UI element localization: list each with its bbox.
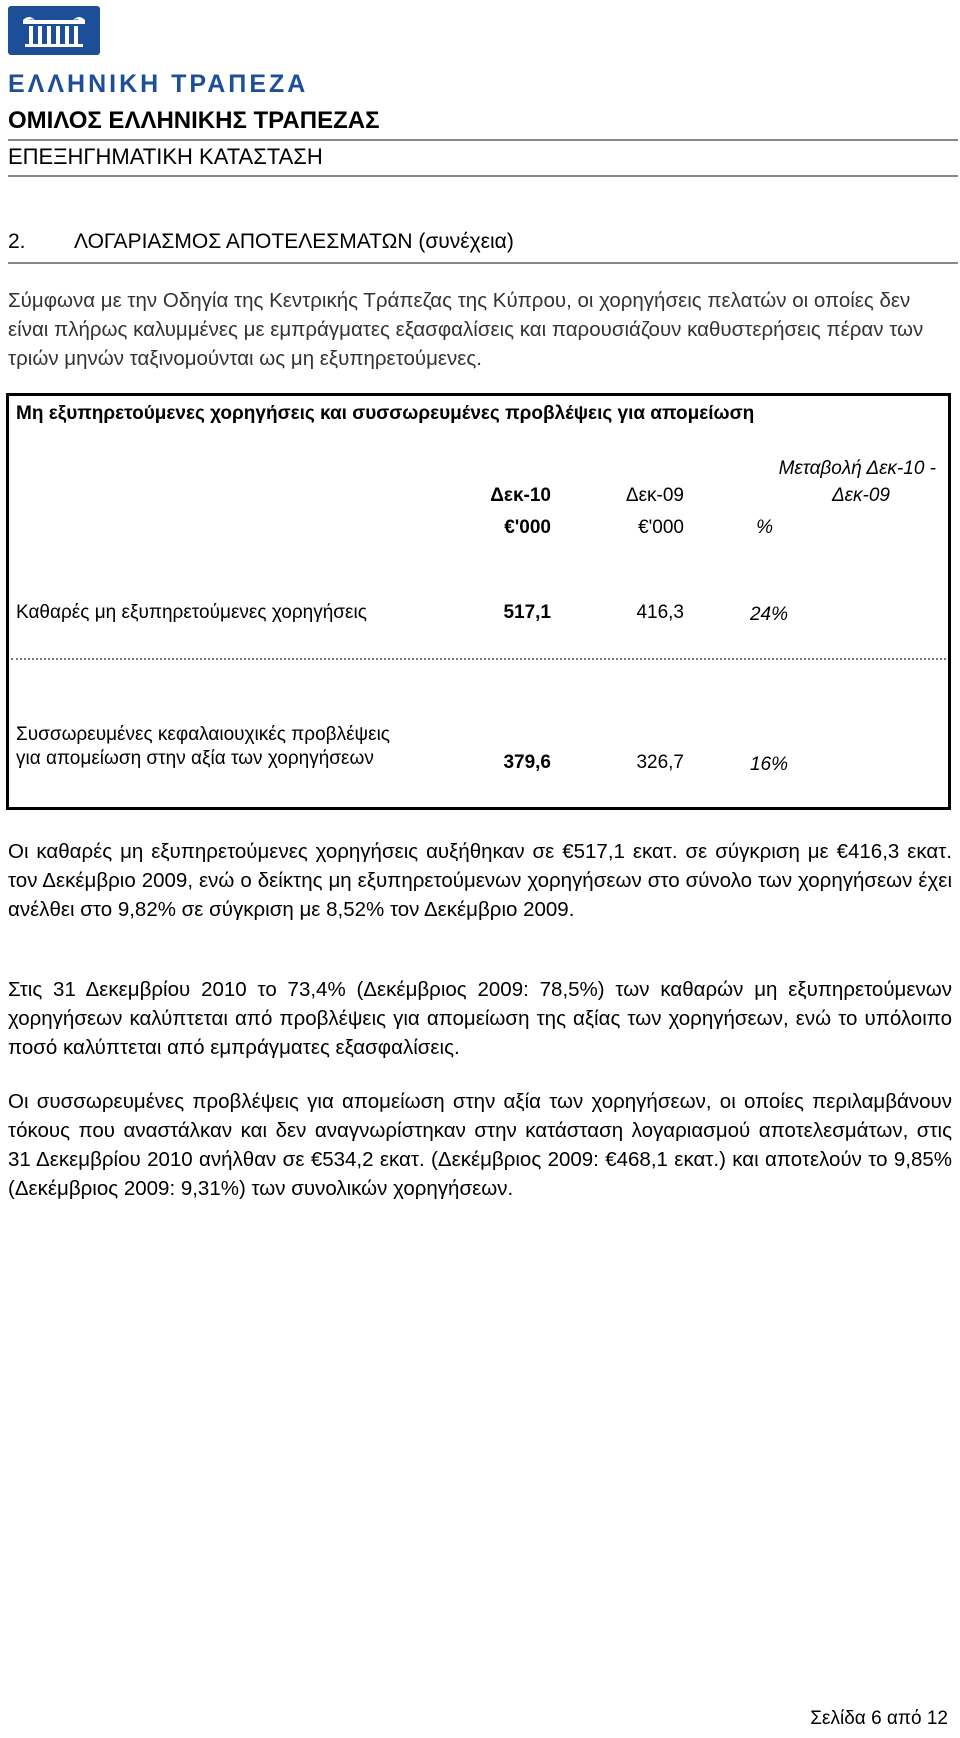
col-header-dec09: Δεκ-09 (625, 485, 684, 506)
section-number: 2. (8, 230, 26, 253)
col-unit-dec10: €'000 (504, 517, 551, 538)
col-unit-dec09: €'000 (638, 517, 684, 538)
dotted-separator (11, 658, 946, 660)
intro-paragraph: Σύμφωνα με την Οδηγία της Κεντρικής Τράπεζας της Κύπρου, οι χορηγήσεις πελατών οι οποίες δεν είναι πλήρως καλυμμένες με εμπράγματες εξασφαλίσεις και παρουσιάζουν καθυστερήσεις πέραν των τριών μηνών ταξινομούνται ως μη εξυπηρετούμενες. (8, 289, 924, 370)
company-title: ΟΜΙΛΟΣ ΕΛΛΗΝΙΚΗΣ ΤΡΑΠΕΖΑΣ (8, 107, 380, 134)
row-value-change: 16% (749, 754, 788, 775)
body-paragraph: Οι συσσωρευμένες προβλέψεις για απομείωση στην αξία των χορηγήσεων, οι οποίες περιλαμβάνουν τόκους που αναστάλκαν και δεν αναγνωρίστηκαν στην κατάσταση λογαριασμού αποτελεσμάτων, στις 31 Δεκεμβρίου 2010 ανήλθαν σε €534,2 εκατ. (Δεκέμβριος 2009: €468,1 εκατ.) και αποτελούν το 9,85% (Δεκέμβριος 2009: 9,31%) των συνολικών χορηγήσεων. (8, 1090, 952, 1200)
npl-table (6, 393, 951, 810)
row-value-dec09: 416,3 (636, 602, 684, 623)
body-paragraph: Στις 31 Δεκεμβρίου 2010 το 73,4% (Δεκέμβριος 2009: 78,5%) των καθαρών μη εξυπηρετούμενων χορηγήσεων καλύπτεται από προβλέψεις για απομείωση της αξίας των χορηγήσεων, ενώ το υπόλοιπο ποσό καλύπτεται από εμπράγματες εξασφαλίσεις. (8, 978, 952, 1059)
body-paragraph: Οι καθαρές μη εξυπηρετούμενες χορηγήσεις αυξήθηκαν σε €517,1 εκατ. σε σύγκριση με €416,3 εκατ. τον Δεκέμβριο 2009, ενώ ο δείκτης μη εξυπηρετούμενων χορηγήσεων στο σύνολο των χορηγήσεων έχει ανέλθει στο 9,82% σε σύγκριση με 8,52% τον Δεκέμβριο 2009. (8, 840, 952, 921)
page-number: Σελίδα 6 από 12 (810, 1708, 948, 1729)
col-header-change-line2: Δεκ-09 (831, 485, 890, 506)
bank-logo (8, 6, 309, 98)
row-value-change: 24% (749, 604, 788, 625)
row-value-dec10: 517,1 (503, 602, 551, 623)
section-heading (8, 230, 514, 254)
statement-title: ΕΠΕΞΗΓΗΜΑΤΙΚΗ ΚΑΤΑΣΤΑΣΗ (8, 144, 323, 169)
col-unit-change: % (756, 517, 773, 538)
row-value-dec10: 379,6 (503, 752, 551, 773)
divider (8, 139, 958, 141)
col-header-dec10: Δεκ-10 (490, 485, 551, 506)
row-label-line1: Συσσωρευμένες κεφαλαιουχικές προβλέψεις (16, 724, 390, 745)
table-title: Μη εξυπηρετούμενες χορηγήσεις και συσσωρευμένες προβλέψεις για απομείωση (16, 403, 755, 424)
row-value-dec09: 326,7 (636, 752, 684, 773)
col-header-change-line1: Μεταβολή Δεκ-10 - (778, 458, 936, 479)
row-label-line2: για απομείωση στην αξία των χορηγήσεων (16, 748, 374, 769)
divider (8, 175, 958, 177)
row-label: Καθαρές μη εξυπηρετούμενες χορηγήσεις (16, 602, 367, 623)
divider (8, 262, 958, 264)
logo-wordmark: ΕΛΛΗΝΙΚΗ ΤΡΑΠΕΖΑ (8, 70, 309, 98)
section-title: ΛΟΓΑΡΙΑΣΜΟΣ ΑΠΟΤΕΛΕΣΜΑΤΩΝ (συνέχεια) (74, 230, 514, 253)
column-capital-icon (8, 6, 100, 55)
